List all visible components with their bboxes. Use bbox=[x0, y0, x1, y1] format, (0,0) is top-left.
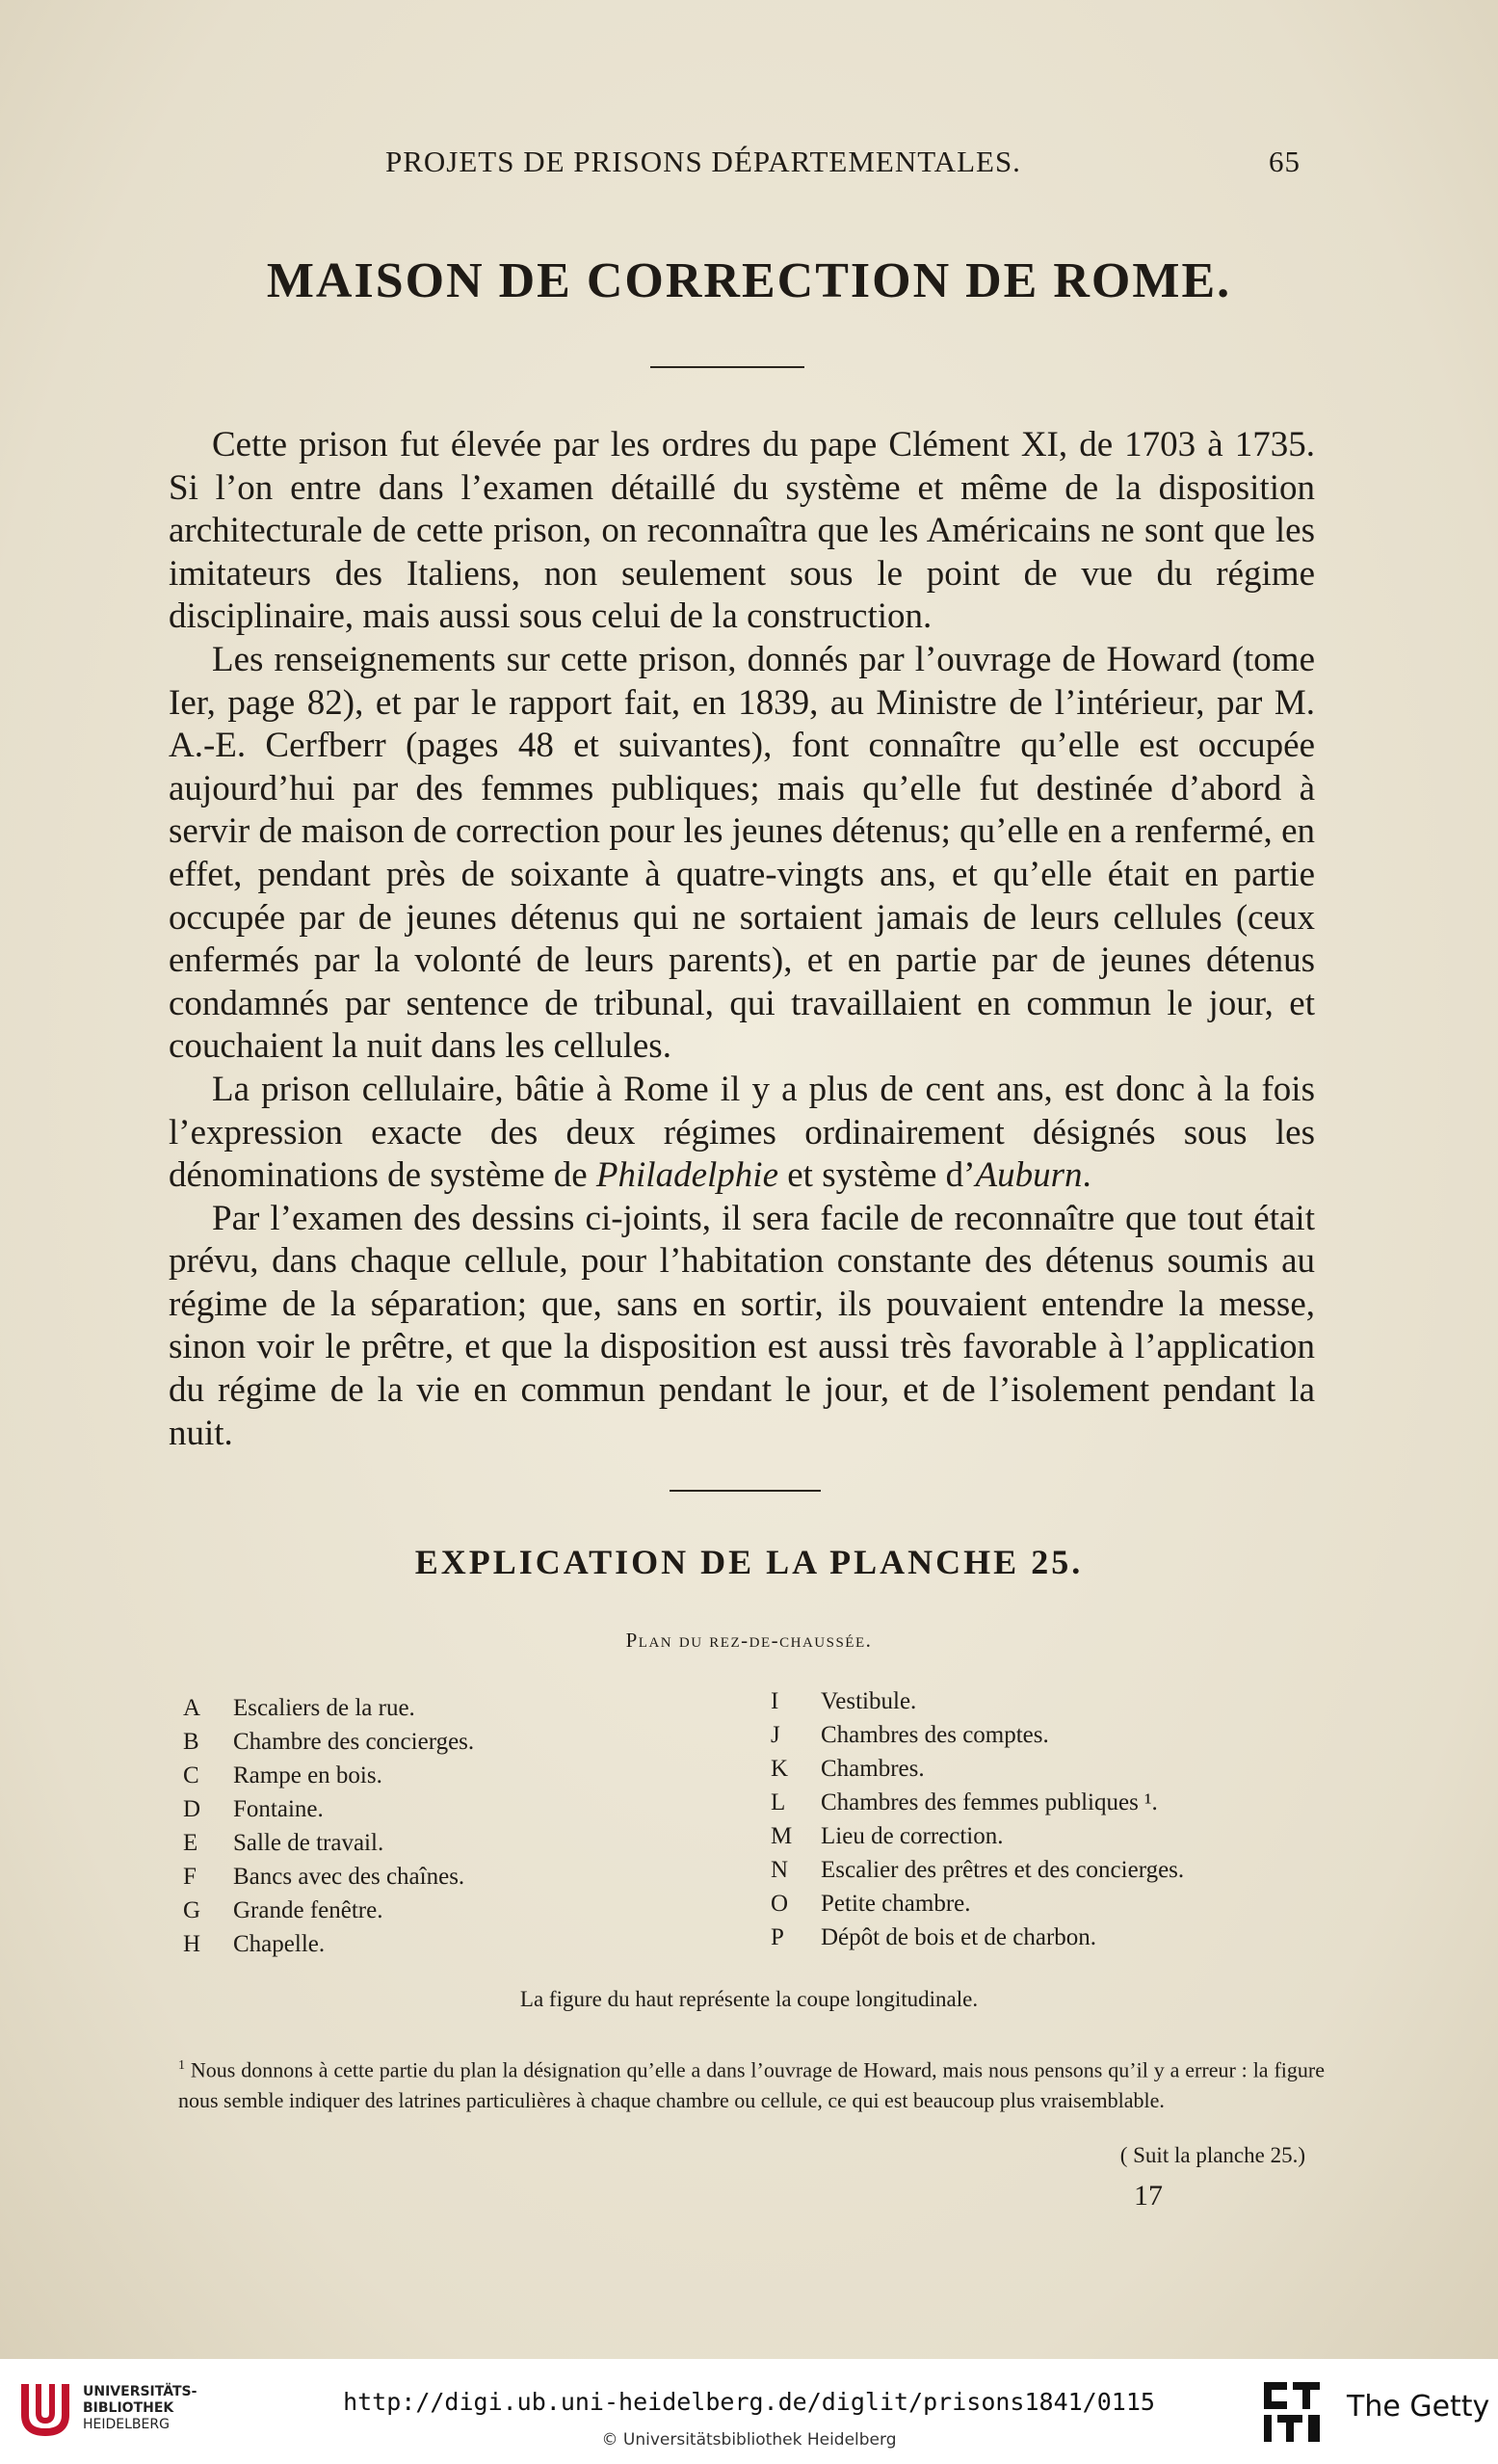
permalink-url[interactable]: http://digi.ub.uni-heidelberg.de/diglit/prisons1841/0115 bbox=[343, 2388, 1155, 2416]
legend-text: Chambres. bbox=[821, 1756, 925, 1782]
legend-key: N bbox=[771, 1857, 789, 1883]
paragraph-3-middle: et système d’ bbox=[778, 1155, 976, 1196]
legend-row bbox=[183, 1759, 474, 1792]
legend-key: I bbox=[771, 1688, 779, 1714]
paragraph-4: Par l’examen des dessins ci-joints, il sera facile de reconnaître que tout était prévu, dans chaque cellule, pour l’habitation constante des détenus soumis au régime de la séparation; que, sans en sortir, ils pouvaient entendre la messe, sinon voir le prêtre, et que la disposition est aussi très favorable à l’application du régime de la vie en commun pendant le jour, et de l’isolement pendant la nuit. bbox=[169, 1198, 1315, 1453]
legend-key: E bbox=[183, 1830, 198, 1856]
title-rule bbox=[650, 366, 804, 368]
paragraph-3-text: La prison cellulaire, bâtie à Rome il y a plus de cent ans, est donc à la fois l’expression exacte des deux régimes ordinairement désignés sous les dénominations de système de bbox=[169, 1069, 1315, 1196]
library-name-line-2: BIBLIOTHEK bbox=[83, 2400, 174, 2416]
footnote-text: Nous donnons à cette partie du plan la désignation qu’elle a dans l’ouvrage de Howard, mais nous pensons qu’il y a erreur : la figure nous semble indiquer des latrines particulières à chaque chambre ou cellule, ce qui est beaucoup plus vraisemblable. bbox=[178, 2057, 1325, 2113]
legend-text: Rampe en bois. bbox=[233, 1762, 382, 1788]
footnote-marker: 1 bbox=[178, 2058, 185, 2073]
paragraph-1: Cette prison fut élevée par les ordres du pape Clément XI, de 1703 à 1735. Si l’on entre dans l’examen détaillé du système et même de la disposition architecturale de cette prison, on reconnaîtra que les Américains ne sont que les imitateurs des Italiens, non seulement sous le point de vue du régime disciplinaire, mais aussi sous celui de la construction. bbox=[169, 425, 1315, 637]
legend-key: O bbox=[771, 1891, 789, 1917]
legend-row bbox=[771, 1853, 1184, 1887]
paragraph-3-end: . bbox=[1082, 1155, 1091, 1196]
signature-mark: 17 bbox=[1134, 2180, 1163, 2212]
continuation-note: ( Suit la planche 25.) bbox=[1119, 2143, 1305, 2167]
section-title: EXPLICATION DE LA PLANCHE 25. bbox=[414, 1543, 1084, 1581]
legend-key: B bbox=[183, 1729, 199, 1755]
legend-text: Escalier des prêtres et des concierges. bbox=[821, 1857, 1185, 1883]
legend-text: Lieu de correction. bbox=[821, 1823, 1004, 1849]
viewer-footer bbox=[0, 2359, 1498, 2464]
legend-key: K bbox=[771, 1756, 789, 1782]
legend-row bbox=[183, 1860, 474, 1894]
legend-text: Escaliers de la rue. bbox=[233, 1695, 415, 1721]
legend-key: J bbox=[771, 1722, 780, 1748]
legend-text: Chambres des femmes publiques ¹. bbox=[821, 1789, 1158, 1815]
page-number: 65 bbox=[1269, 145, 1301, 178]
legend-row bbox=[183, 1894, 474, 1927]
legend-row bbox=[183, 1792, 474, 1826]
legend-key: F bbox=[183, 1864, 197, 1890]
legend-row bbox=[771, 1684, 1184, 1718]
copyright-notice: © Universitätsbibliothek Heidelberg bbox=[601, 2430, 897, 2450]
auburn-term: Auburn bbox=[975, 1155, 1083, 1196]
figure-caption: La figure du haut représente la coupe longitudinale. bbox=[519, 1987, 979, 2011]
legend-right bbox=[771, 1684, 1184, 1954]
legend-key: A bbox=[183, 1695, 201, 1721]
section-rule bbox=[670, 1490, 821, 1492]
legend-key: D bbox=[183, 1796, 201, 1822]
legend-row bbox=[771, 1786, 1184, 1819]
legend-row bbox=[771, 1819, 1184, 1853]
legend-key: L bbox=[771, 1789, 786, 1815]
legend-key: P bbox=[771, 1924, 784, 1950]
body-text bbox=[169, 424, 1315, 1455]
legend-text: Dépôt de bois et de charbon. bbox=[821, 1924, 1097, 1950]
legend-text: Grande fenêtre. bbox=[233, 1897, 383, 1923]
philadelphie-term: Philadelphie bbox=[595, 1155, 778, 1196]
legend-text: Salle de travail. bbox=[233, 1830, 384, 1856]
legend-text: Chapelle. bbox=[233, 1931, 326, 1957]
legend-row bbox=[771, 1921, 1184, 1954]
legend-text: Chambres des comptes. bbox=[821, 1722, 1049, 1748]
getty-label: The Getty bbox=[1347, 2390, 1490, 2424]
legend-row bbox=[771, 1718, 1184, 1752]
running-title: PROJETS DE PRISONS DÉPARTEMENTALES. bbox=[385, 145, 1021, 178]
legend-key: M bbox=[771, 1823, 793, 1849]
legend-key: C bbox=[183, 1762, 199, 1788]
legend-row bbox=[183, 1725, 474, 1759]
paragraph-3 bbox=[169, 1069, 1315, 1198]
legend-row bbox=[183, 1826, 474, 1860]
legend-text: Bancs avec des chaînes. bbox=[233, 1864, 465, 1890]
chapter-title: MAISON DE CORRECTION DE ROME. bbox=[266, 253, 1232, 308]
footnote bbox=[178, 2051, 1325, 2116]
legend-row bbox=[771, 1887, 1184, 1921]
plan-subheading: Plan du rez-de-chaussée. bbox=[625, 1629, 873, 1652]
library-name-line-3: HEIDELBERG bbox=[83, 2417, 170, 2432]
getty-logo-icon bbox=[1260, 2376, 1324, 2448]
legend-key: G bbox=[183, 1897, 201, 1923]
legend-text: Petite chambre. bbox=[821, 1891, 971, 1917]
legend-text: Vestibule. bbox=[821, 1688, 917, 1714]
legend-text: Fontaine. bbox=[233, 1796, 324, 1822]
legend-row bbox=[183, 1691, 474, 1725]
library-name-line-1: UNIVERSITÄTS- bbox=[83, 2384, 197, 2399]
legend-key: H bbox=[183, 1931, 201, 1957]
legend-row bbox=[771, 1752, 1184, 1786]
paragraph-2: Les renseignements sur cette prison, donnés par l’ouvrage de Howard (tome Ier, page 82), et par le rapport fait, en 1839, au Ministre de l’intérieur, par M. A.-E. Cerfberr (pages 48 et suivantes), font connaître qu’elle est occupée aujourd’hui par des femmes publiques; mais qu’elle fut destinée d’abord à servir de maison de correction pour les jeunes détenus; qu’elle en a renfermé, en effet, pendant près de soixante à quatre-vingts ans, et qu’elle était en partie occupée par de jeunes détenus qui ne sortaient jamais de leurs cellules (ceux enfermés par la volonté de leurs parents), et en partie par de jeunes détenus condamnés par sentence de tribunal, qui travaillaient en commun le jour, et couchaient la nuit dans les cellules. bbox=[169, 639, 1315, 1067]
legend-row bbox=[183, 1927, 474, 1961]
legend-left bbox=[183, 1691, 474, 1961]
legend-text: Chambre des concierges. bbox=[233, 1729, 475, 1755]
